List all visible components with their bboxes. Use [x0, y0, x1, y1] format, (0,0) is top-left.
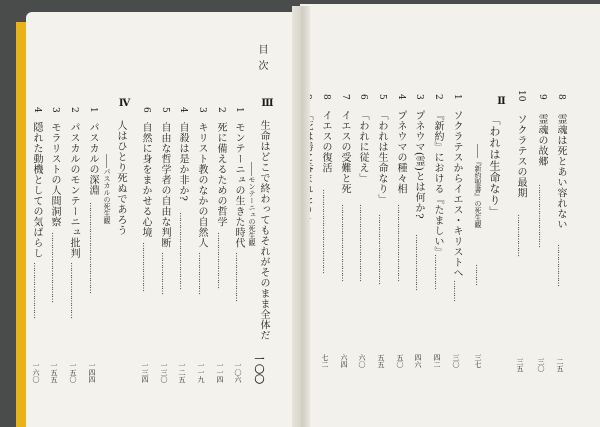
page-num: 四六 — [414, 354, 422, 368]
page-num: 一一九 — [197, 362, 205, 383]
entry-number: 4 — [396, 94, 406, 100]
entry-title: 霊魂の故郷 — [536, 114, 547, 167]
dot-leader: …………… — [433, 254, 442, 289]
entry-number: 2 — [69, 107, 79, 113]
entry-title: イエスの受難と死 — [339, 110, 350, 194]
entry-title: モンテーニュの生きた時代 — [233, 122, 244, 248]
dot-leader: ……………………………… — [321, 189, 330, 273]
entry-number: 7 — [340, 94, 350, 100]
entry-title: 『新約』における『たましい』 — [432, 110, 443, 257]
page-num: 三〇 — [537, 358, 545, 372]
entry-title: 自然に身をまかせる心境 — [140, 122, 151, 238]
entry-number: 6 — [358, 94, 368, 100]
section-title-3: 生命はどこで終わってもそれがそのまま全体だ — [258, 120, 269, 341]
entry-title: 自由な哲学者の自由な判断 — [159, 122, 170, 248]
dot-leader: ………………………… — [377, 214, 386, 284]
page-num: 一五〇 — [69, 362, 77, 383]
entry-number: 3 — [414, 94, 424, 100]
dot-leader: ………………………… — [50, 232, 59, 302]
page-num: 一四四 — [88, 362, 96, 383]
dot-leader: ……………… — [160, 252, 169, 294]
dot-leader: …………………………… — [358, 204, 367, 281]
entry-number: 1 — [88, 107, 98, 113]
entry-number: 4 — [32, 107, 42, 113]
page-num: 六四 — [340, 354, 348, 368]
entry-number: 6 — [141, 107, 151, 113]
entry-title: 隠れた動機としての気ばらし — [31, 122, 42, 259]
section-title-2: 「われは生命なり」 — [488, 114, 501, 218]
page-num: 一三〇 — [160, 362, 168, 383]
entry-number: 5 — [160, 107, 170, 113]
entry-number: 1 — [234, 107, 244, 113]
entry-number: 3 — [50, 107, 60, 113]
page-num: 四二 — [433, 354, 441, 368]
section-subtitle-4: ――パスカルの死生観 — [103, 154, 111, 224]
dot-leader: ……………………… — [537, 184, 546, 247]
section-subtitle-2: ――『新約聖書』の死生観 — [474, 144, 482, 228]
entry-number: 9 — [537, 94, 547, 100]
entry-title: キリスト教のなかの自然人 — [196, 122, 207, 248]
entry-title: 霊魂は死とあい容れない — [555, 114, 566, 230]
entry-title: パスカルのモンテーニュ批判 — [68, 122, 79, 259]
entry-title: イエスの復活 — [320, 110, 331, 173]
page-num: 一〇六 — [234, 362, 242, 383]
dot-leader: …………………………… — [340, 204, 349, 281]
entry-title: パスカルの深淵 — [87, 122, 98, 196]
page-num: 二五 — [556, 358, 564, 372]
page-num: 三七 — [474, 354, 482, 368]
page-num: 一五五 — [50, 362, 58, 383]
dot-leader: ……… — [474, 264, 483, 285]
entry-title: プネウマの種々相 — [395, 110, 406, 194]
dot-leader: ……………… — [516, 214, 525, 256]
dot-leader: …………………… — [32, 262, 41, 318]
dot-leader: ……………… — [197, 252, 206, 294]
page-num: 三五 — [516, 358, 524, 372]
entry-number: 8 — [321, 94, 331, 100]
dot-leader: …………………………… — [178, 212, 187, 289]
toc-heading: 目次 — [256, 44, 267, 76]
page-num: 一一四 — [216, 362, 224, 383]
page-num: 一二五 — [178, 362, 186, 383]
dot-leader: ……………… — [556, 244, 565, 286]
entry-title: ソクラテスの最期 — [515, 114, 526, 198]
section-number-3: Ⅲ — [262, 98, 273, 109]
entry-title: モラリストの人間洞察 — [49, 122, 60, 227]
section-title-4: 人はひとり死ぬであろう — [115, 120, 126, 236]
left-page — [26, 12, 302, 427]
page-num: 七二 — [321, 354, 329, 368]
page-num: 五五 — [377, 354, 385, 368]
entry-title: プネウマ(霊)とは何か? — [413, 110, 424, 220]
page-num: 一〇〇 — [252, 354, 263, 384]
entry-title: 自殺は是か非か? — [177, 122, 188, 202]
entry-title: 「われは生命なり」 — [376, 110, 387, 205]
dot-leader: …………………… — [414, 234, 423, 290]
entry-number: 4 — [178, 107, 188, 113]
entry-number: 2 — [216, 107, 226, 113]
page-num: 六〇 — [358, 354, 366, 368]
entry-title: 「われに従え」 — [357, 110, 368, 184]
entry-title: ソクラテスからイエス・キリストへ — [451, 110, 462, 278]
entry-title: 死に備えるための哲学 — [215, 122, 226, 227]
page-num: 一六〇 — [32, 362, 40, 383]
entry-number: 2 — [433, 94, 443, 100]
page-num: 一三四 — [141, 362, 149, 383]
dot-leader: ………………………………… — [88, 202, 97, 293]
dot-leader: ……… — [452, 280, 461, 301]
section-number-2: Ⅱ — [496, 96, 507, 107]
entry-number: 3 — [197, 107, 207, 113]
right-page — [300, 4, 600, 427]
page-num: 三〇 — [452, 354, 460, 368]
dot-leader: ………………… — [141, 242, 150, 291]
entry-number: 8 — [556, 94, 566, 100]
entry-number: 10 — [516, 90, 526, 102]
dot-leader: …………………… — [216, 232, 225, 288]
section-number-4: Ⅳ — [119, 98, 130, 109]
dot-leader: …………………………… — [396, 204, 405, 281]
dot-leader: …………………… — [69, 262, 78, 318]
entry-number: 5 — [377, 94, 387, 100]
dot-leader: ………………… — [234, 252, 243, 301]
section-subtitle-3: ――モンテーニュの死生観 — [248, 162, 256, 246]
book-gutter — [292, 6, 310, 427]
entry-number: 1 — [452, 94, 462, 100]
page-num: 五〇 — [396, 354, 404, 368]
